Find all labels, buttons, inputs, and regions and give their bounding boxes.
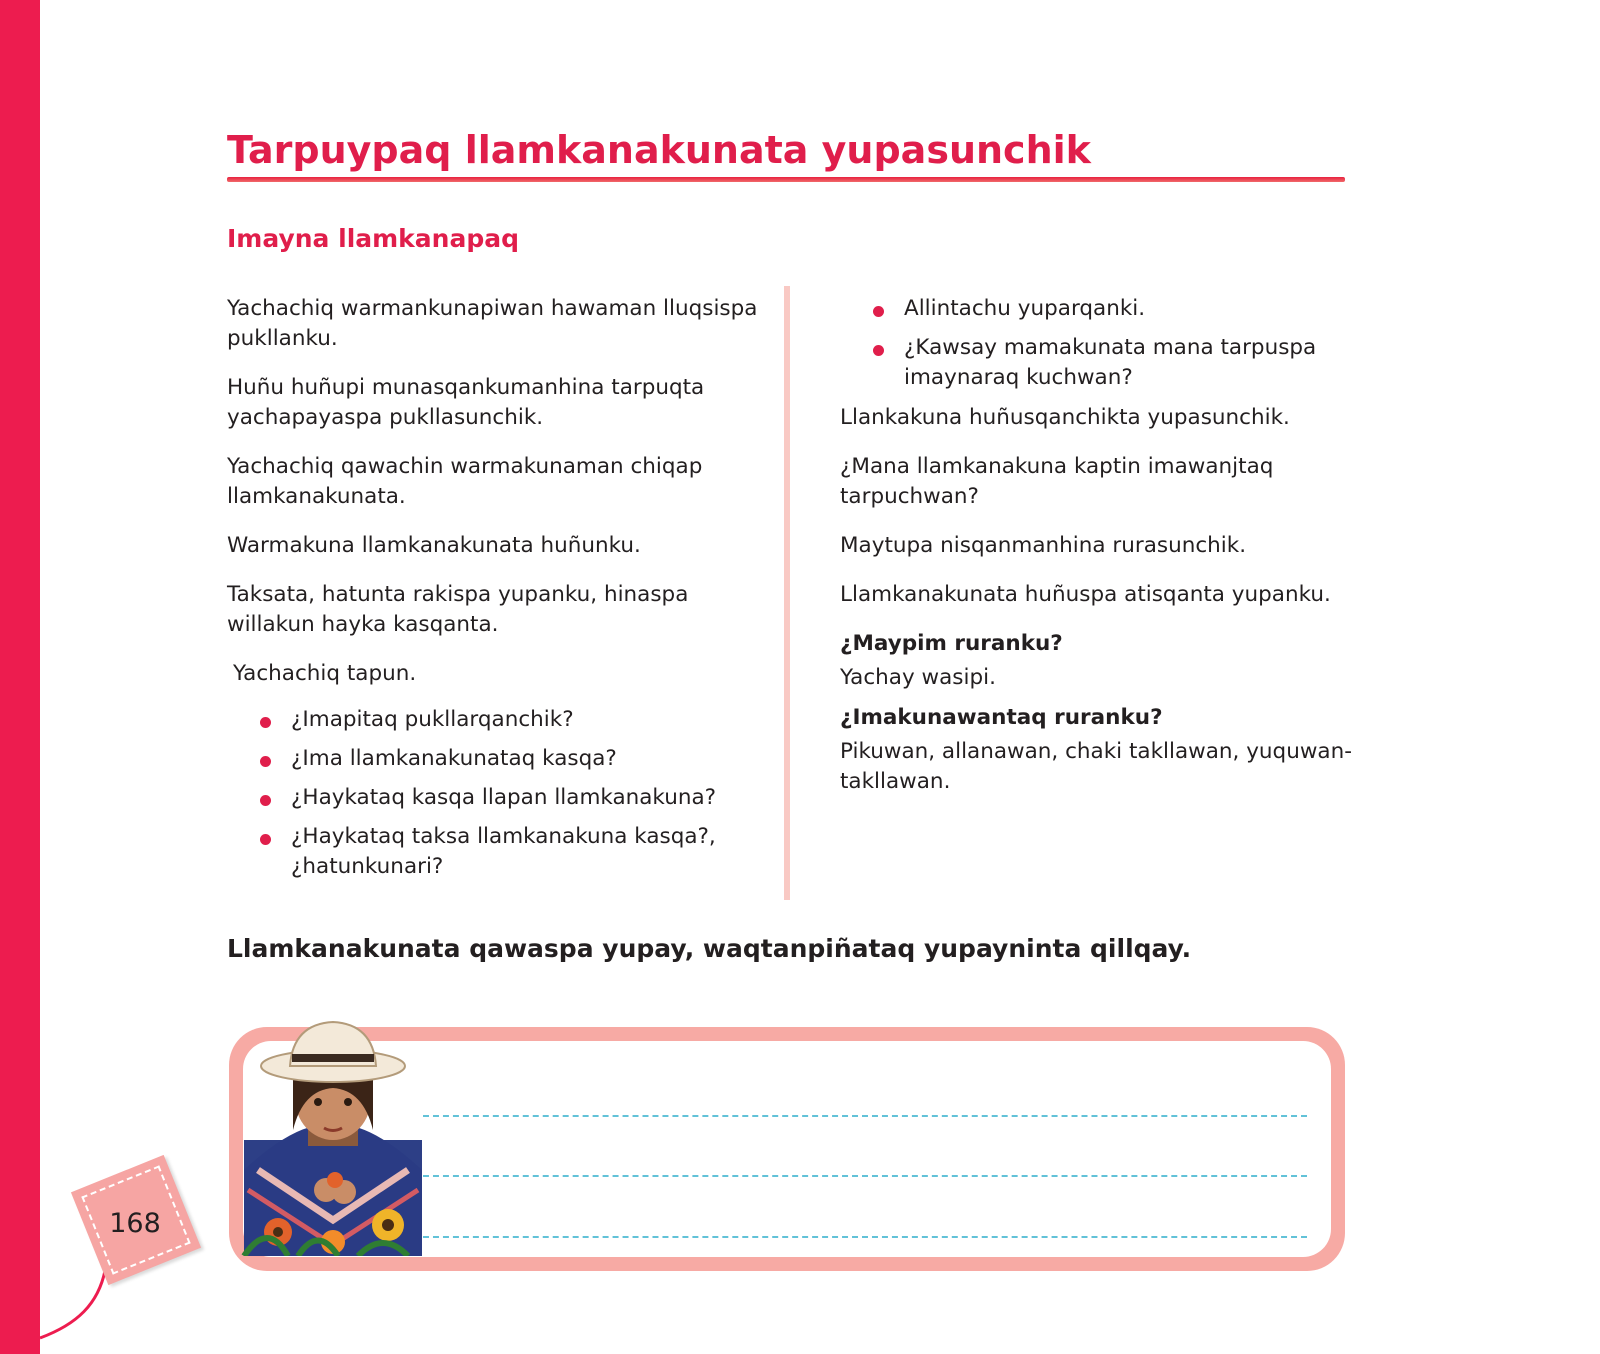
list-item: ¿Haykataq kasqa llapan llamkanakuna?: [257, 783, 767, 813]
paragraph: Yachachiq warmankunapiwan hawaman lluqsispa pukllanku.: [227, 296, 758, 351]
paragraph: Huñu huñupi munasqankumanhina tarpuqta yachapayaspa pukllasunchik.: [227, 375, 705, 430]
writing-line[interactable]: [423, 1236, 1307, 1238]
bullet-icon: [873, 306, 884, 317]
list-item: Allintachu yuparqanki.: [870, 294, 1360, 324]
right-column: [840, 294, 1360, 807]
title-underline: [227, 177, 1345, 182]
answer: Pikuwan, allanawan, chaki takllawan, yuquwan-takllawan.: [840, 739, 1352, 794]
paragraph: Yachachiq tapun.: [233, 661, 417, 686]
girl-illustration: [238, 1020, 428, 1256]
bullet-icon: [260, 756, 271, 767]
list-item: ¿Imapitaq pukllarqanchik?: [257, 705, 767, 735]
list-item: ¿Haykataq taksa llamkanakuna kasqa?, ¿hatunkunari?: [257, 822, 767, 882]
answer: Yachay wasipi.: [840, 665, 996, 690]
list-item: ¿Ima llamkanakunataq kasqa?: [257, 744, 767, 774]
column-divider: [784, 286, 790, 900]
question: ¿Maypim ruranku?: [840, 631, 1063, 656]
writing-line[interactable]: [423, 1115, 1307, 1117]
writing-line[interactable]: [423, 1175, 1307, 1177]
instruction-text: Llamkanakunata qawaspa yupay, waqtanpiñataq yupayninta qillqay.: [227, 934, 1192, 963]
paragraph: Llankakuna huñusqanchikta yupasunchik.: [840, 405, 1290, 430]
paragraph: Llamkanakunata huñuspa atisqanta yupanku.: [840, 582, 1331, 607]
kite-string: [0, 0, 220, 1354]
question-list: [870, 294, 1360, 393]
page-number: 168: [109, 1208, 161, 1239]
section-heading: Imayna llamkanapaq: [227, 224, 520, 253]
bullet-icon: [873, 345, 884, 356]
bullet-icon: [260, 834, 271, 845]
paragraph: Warmakuna llamkanakunata huñunku.: [227, 533, 641, 558]
left-column: [227, 294, 767, 891]
question-list: [257, 705, 767, 882]
bullet-icon: [260, 717, 271, 728]
bullet-icon: [260, 795, 271, 806]
paragraph: Yachachiq qawachin warmakunaman chiqap llamkanakunata.: [227, 454, 703, 509]
list-item: ¿Kawsay mamakunata mana tarpuspa imaynaraq kuchwan?: [870, 333, 1360, 393]
paragraph: ¿Mana llamkanakuna kaptin imawanjtaq tarpuchwan?: [840, 454, 1274, 509]
question: ¿Imakunawantaq ruranku?: [840, 705, 1163, 730]
paragraph: Taksata, hatunta rakispa yupanku, hinaspa willakun hayka kasqanta.: [227, 582, 689, 637]
paragraph: Maytupa nisqanmanhina rurasunchik.: [840, 533, 1247, 558]
page-title: Tarpuypaq llamkanakunata yupasunchik: [227, 128, 1091, 172]
